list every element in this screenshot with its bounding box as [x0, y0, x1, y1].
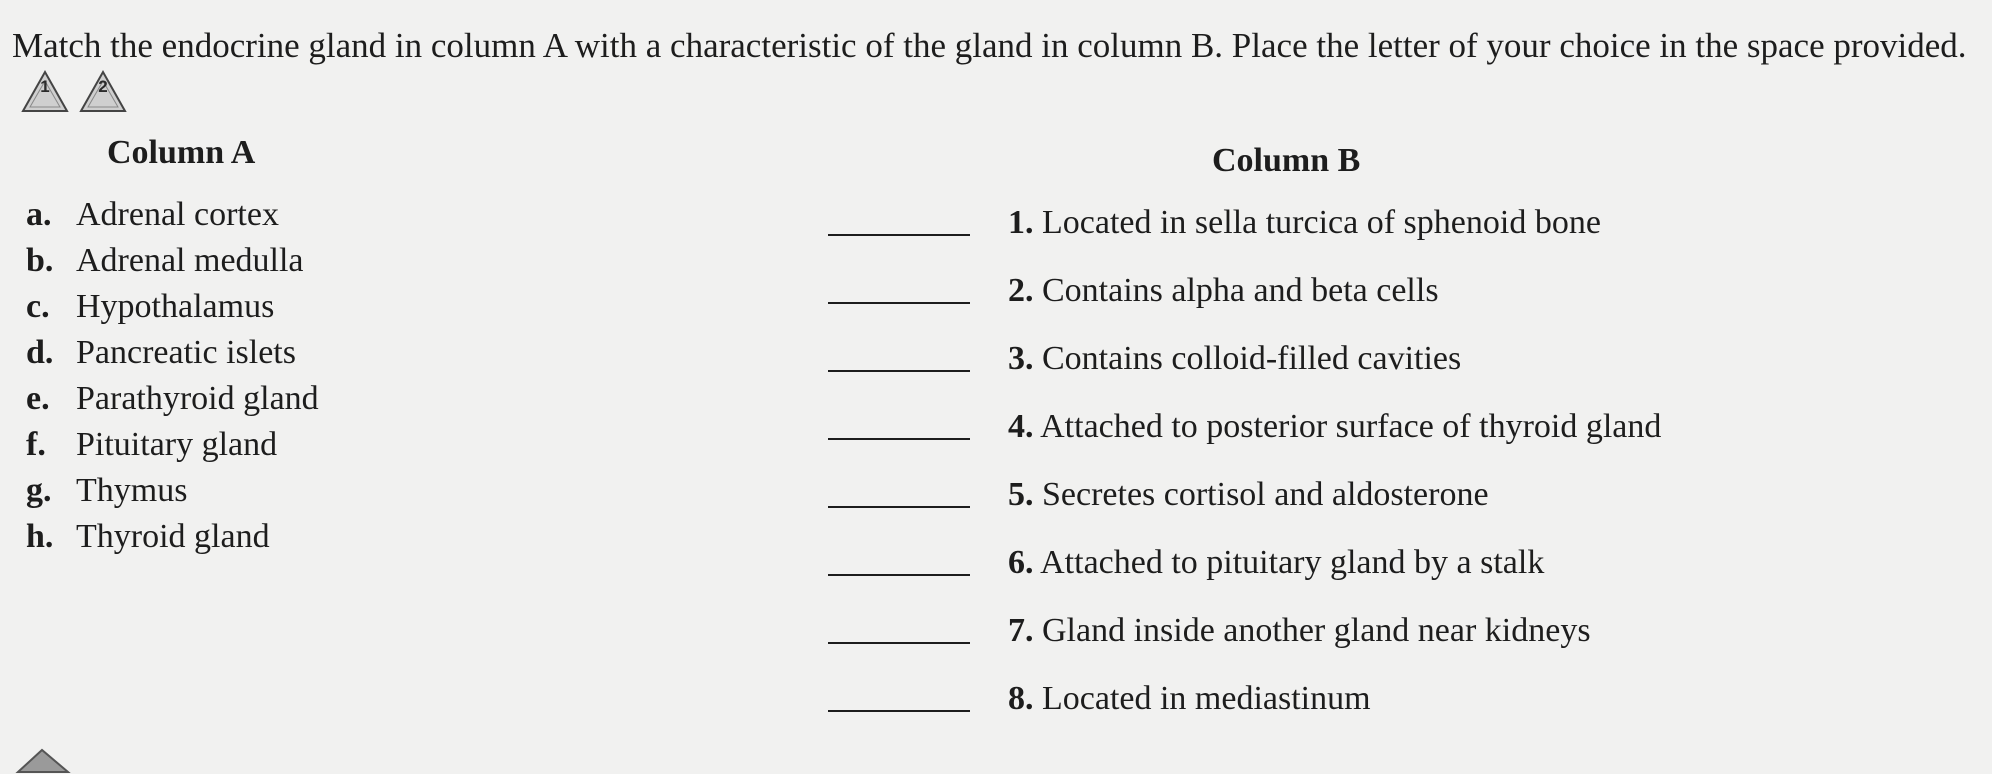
column-b-item — [828, 402, 1661, 470]
answer-blank[interactable] — [828, 334, 970, 372]
item-text: Contains alpha and beta cells — [1042, 272, 1439, 309]
item-letter: g. — [26, 472, 52, 509]
column-b-list — [828, 198, 1661, 742]
item-letter: c. — [26, 288, 50, 325]
item-number: 2. — [1008, 272, 1034, 309]
answer-blank[interactable] — [828, 606, 970, 644]
item-number: 8. — [1008, 680, 1034, 717]
column-a-item — [26, 192, 319, 238]
column-b-item — [828, 334, 1661, 402]
arrow-icon — [14, 744, 72, 774]
item-number: 1. — [1008, 204, 1034, 241]
column-a-item — [26, 422, 319, 468]
icon-number: 1 — [40, 77, 50, 96]
column-a-item — [26, 238, 319, 284]
answer-blank[interactable] — [828, 198, 970, 236]
item-text: Thyroid gland — [76, 518, 270, 555]
column-a-item — [26, 376, 319, 422]
item-letter: a. — [26, 196, 52, 233]
item-text: Secretes cortisol and aldosterone — [1042, 476, 1489, 513]
column-b-item — [828, 674, 1661, 742]
instructions-text: Match the endocrine gland in column A with a characteristic of the gland in column B. Place the letter of your choice in the space provided. — [12, 26, 1967, 65]
item-number: 4. — [1008, 408, 1034, 445]
column-a-item — [26, 330, 319, 376]
triangle-badge-icon-1[interactable] — [20, 69, 70, 113]
item-text: Contains colloid-filled cavities — [1042, 340, 1462, 377]
answer-blank[interactable] — [828, 402, 970, 440]
column-b-item — [828, 606, 1661, 674]
item-text: Attached to pituitary gland by a stalk — [1040, 544, 1545, 581]
item-text: Attached to posterior surface of thyroid gland — [1040, 408, 1662, 445]
column-a-item — [26, 468, 319, 514]
item-text: Adrenal medulla — [76, 242, 304, 279]
column-b-item — [828, 538, 1661, 606]
item-letter: d. — [26, 334, 54, 371]
item-number: 6. — [1008, 544, 1034, 581]
instructions — [12, 22, 1972, 117]
answer-blank[interactable] — [828, 266, 970, 304]
item-number: 3. — [1008, 340, 1034, 377]
item-number: 5. — [1008, 476, 1034, 513]
answer-blank[interactable] — [828, 470, 970, 508]
item-text: Thymus — [76, 472, 188, 509]
icon-number: 2 — [98, 77, 108, 96]
column-b-item — [828, 266, 1661, 334]
item-text: Located in sella turcica of sphenoid bone — [1042, 204, 1601, 241]
triangle-badge-icon-2[interactable] — [78, 69, 128, 113]
item-letter: f. — [26, 426, 46, 463]
item-text: Parathyroid gland — [76, 380, 319, 417]
item-number: 7. — [1008, 612, 1034, 649]
item-letter: b. — [26, 242, 54, 279]
column-b-item — [828, 198, 1661, 266]
column-a-list — [26, 192, 319, 560]
answer-blank[interactable] — [828, 538, 970, 576]
column-a-item — [26, 514, 319, 560]
column-a-heading: Column A — [107, 134, 256, 171]
item-letter: h. — [26, 518, 54, 555]
item-text: Pituitary gland — [76, 426, 278, 463]
column-b-heading: Column B — [1212, 142, 1361, 179]
column-a-item — [26, 284, 319, 330]
item-text: Located in mediastinum — [1042, 680, 1371, 717]
answer-blank[interactable] — [828, 674, 970, 712]
item-text: Pancreatic islets — [76, 334, 296, 371]
item-text: Hypothalamus — [76, 288, 275, 325]
column-b-item — [828, 470, 1661, 538]
item-text: Gland inside another gland near kidneys — [1042, 612, 1591, 649]
item-letter: e. — [26, 380, 50, 417]
item-text: Adrenal cortex — [76, 196, 279, 233]
